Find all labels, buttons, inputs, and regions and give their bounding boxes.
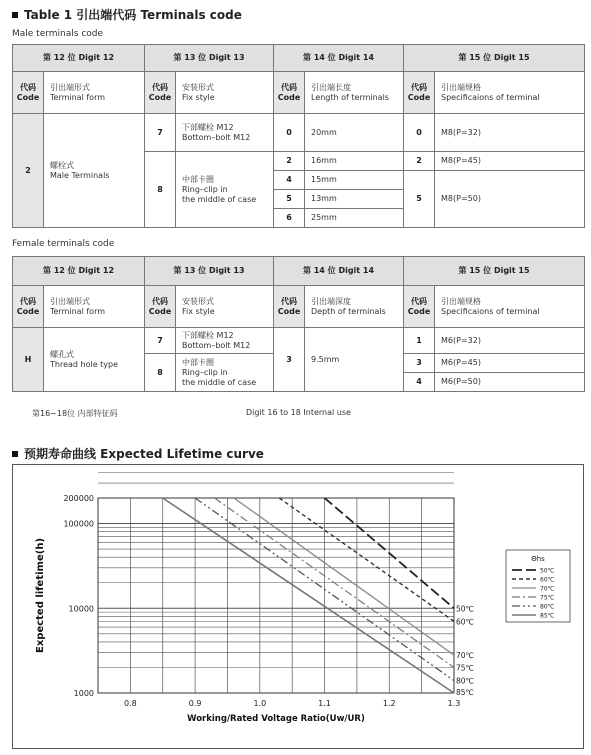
- code-label: 代码 Code: [13, 286, 44, 328]
- series-line-70c: [234, 498, 454, 655]
- x-axis-title: Working/Rated Voltage Ratio(Uw/UR): [187, 714, 365, 724]
- legend-entry: 75℃: [540, 594, 555, 602]
- series-end-label: 70℃: [456, 651, 474, 661]
- code-label: 代码 Code: [404, 286, 435, 328]
- d15-code: 1: [404, 328, 435, 354]
- d12-text: 螺孔式 Thread hole type: [44, 328, 145, 392]
- d13-code: 8: [145, 152, 176, 228]
- lifetime-title: 预期寿命曲线 Expected Lifetime curve: [12, 445, 264, 462]
- d14-text: 15mm: [305, 171, 404, 190]
- d13-text: 中部卡圈 Ring–clip in the middle of case: [176, 152, 274, 228]
- d15-text: M8(P=50): [435, 171, 585, 228]
- code-label: 代码 Code: [404, 72, 435, 114]
- d15-code: 5: [404, 171, 435, 228]
- y-tick-label: 10000: [68, 604, 94, 614]
- d15-text: M8(P=32): [435, 114, 585, 152]
- d14-code: 6: [274, 209, 305, 228]
- female-subtitle: Female terminals code: [12, 239, 115, 249]
- d15-text: M6(P=50): [435, 373, 585, 392]
- d13-code: 7: [145, 114, 176, 152]
- label-fix-style: 安装形式 Fix style: [176, 72, 274, 114]
- x-tick-label: 1.0: [253, 699, 267, 708]
- legend-entry: 70℃: [540, 585, 555, 593]
- x-tick-label: 1.1: [318, 699, 331, 708]
- legend-title: Θhs: [531, 555, 545, 563]
- code-label: 代码 Code: [274, 72, 305, 114]
- d15-text: M8(P=45): [435, 152, 585, 171]
- female-terminals-table: [12, 256, 585, 392]
- header-digit12: 第 12 位 Digit 12: [13, 257, 145, 286]
- d14-text: 25mm: [305, 209, 404, 228]
- d15-code: 0: [404, 114, 435, 152]
- header-digit14: 第 14 位 Digit 14: [274, 257, 404, 286]
- header-digit13: 第 13 位 Digit 13: [145, 45, 274, 72]
- label-spec: 引出端规格 Specificaions of terminal: [435, 286, 585, 328]
- square-bullet-icon: [12, 12, 18, 18]
- code-label: 代码 Code: [145, 72, 176, 114]
- y-tick-label: 1000: [73, 689, 94, 698]
- d15-code: 2: [404, 152, 435, 171]
- d14-code: 3: [274, 328, 305, 392]
- y-axis-title: Expected lifetime(h): [35, 537, 46, 654]
- header-digit15: 第 15 位 Digit 15: [404, 257, 585, 286]
- d12-code: 2: [13, 114, 44, 228]
- label-terminal-form: 引出端形式 Terminal form: [44, 72, 145, 114]
- x-tick-label: 1.3: [447, 699, 461, 708]
- d14-code: 4: [274, 171, 305, 190]
- label-terminal-form: 引出端形式 Terminal form: [44, 286, 145, 328]
- d14-code: 0: [274, 114, 305, 152]
- d14-text: 16mm: [305, 152, 404, 171]
- d13-code: 7: [145, 328, 176, 354]
- table1-title: Table 1 引出端代码 Terminals code: [12, 6, 242, 23]
- d15-text: M6(P=32): [435, 328, 585, 354]
- header-digit14: 第 14 位 Digit 14: [274, 45, 404, 72]
- legend-entry: 85℃: [540, 612, 555, 620]
- d15-code: 4: [404, 373, 435, 392]
- series-end-label: 60℃: [456, 617, 474, 627]
- lifetime-chart: [13, 465, 583, 748]
- header-digit12: 第 12 位 Digit 12: [13, 45, 145, 72]
- x-tick-label: 1.2: [382, 699, 396, 708]
- d14-text: 13mm: [305, 190, 404, 209]
- d14-text: 20mm: [305, 114, 404, 152]
- male-terminals-table: [12, 44, 585, 228]
- y-tick-label: 200000: [63, 494, 94, 503]
- d14-code: 2: [274, 152, 305, 171]
- d13-text: 中部卡圈 Ring–clip in the middle of case: [176, 354, 274, 392]
- d14-text: 9.5mm: [305, 328, 404, 392]
- d15-code: 3: [404, 354, 435, 373]
- series-line-60c: [279, 498, 454, 621]
- legend-entry: 50℃: [540, 567, 555, 575]
- d15-text: M6(P=45): [435, 354, 585, 373]
- d13-code: 8: [145, 354, 176, 392]
- series-end-label: 80℃: [456, 676, 474, 686]
- label-spec: 引出端规格 Specificaions of terminal: [435, 72, 585, 114]
- legend-entry: 80℃: [540, 603, 555, 611]
- legend-entry: 60℃: [540, 576, 555, 584]
- code-label: 代码 Code: [145, 286, 176, 328]
- d12-code: H: [13, 328, 44, 392]
- label-length: 引出端长度 Length of terminals: [305, 72, 404, 114]
- square-bullet-icon: [12, 451, 18, 457]
- y-tick-label: 100000: [63, 519, 94, 529]
- d13-text: 下部螺栓 M12 Bottom–bolt M12: [176, 328, 274, 354]
- series-end-label: 50℃: [456, 604, 474, 614]
- series-end-label: 75℃: [456, 663, 474, 673]
- header-digit15: 第 15 位 Digit 15: [404, 45, 585, 72]
- note-digits-cn: 第16~18位 内部特征码: [32, 409, 118, 418]
- d13-text: 下部螺栓 M12 Bottom–bolt M12: [176, 114, 274, 152]
- label-depth: 引出端深度 Depth of terminals: [305, 286, 404, 328]
- header-digit13: 第 13 位 Digit 13: [145, 257, 274, 286]
- male-subtitle: Male terminals code: [12, 29, 104, 39]
- label-fix-style: 安装形式 Fix style: [176, 286, 274, 328]
- lifetime-chart-frame: [12, 464, 584, 749]
- code-label: 代码 Code: [274, 286, 305, 328]
- d12-text: 螺栓式 Male Terminals: [44, 114, 145, 228]
- code-label: 代码 Code: [13, 72, 44, 114]
- x-tick-label: 0.8: [123, 699, 137, 708]
- x-tick-label: 0.9: [188, 699, 202, 708]
- d14-code: 5: [274, 190, 305, 209]
- note-digits-en: Digit 16 to 18 Internal use: [246, 408, 351, 417]
- series-end-label: 85℃: [456, 688, 474, 697]
